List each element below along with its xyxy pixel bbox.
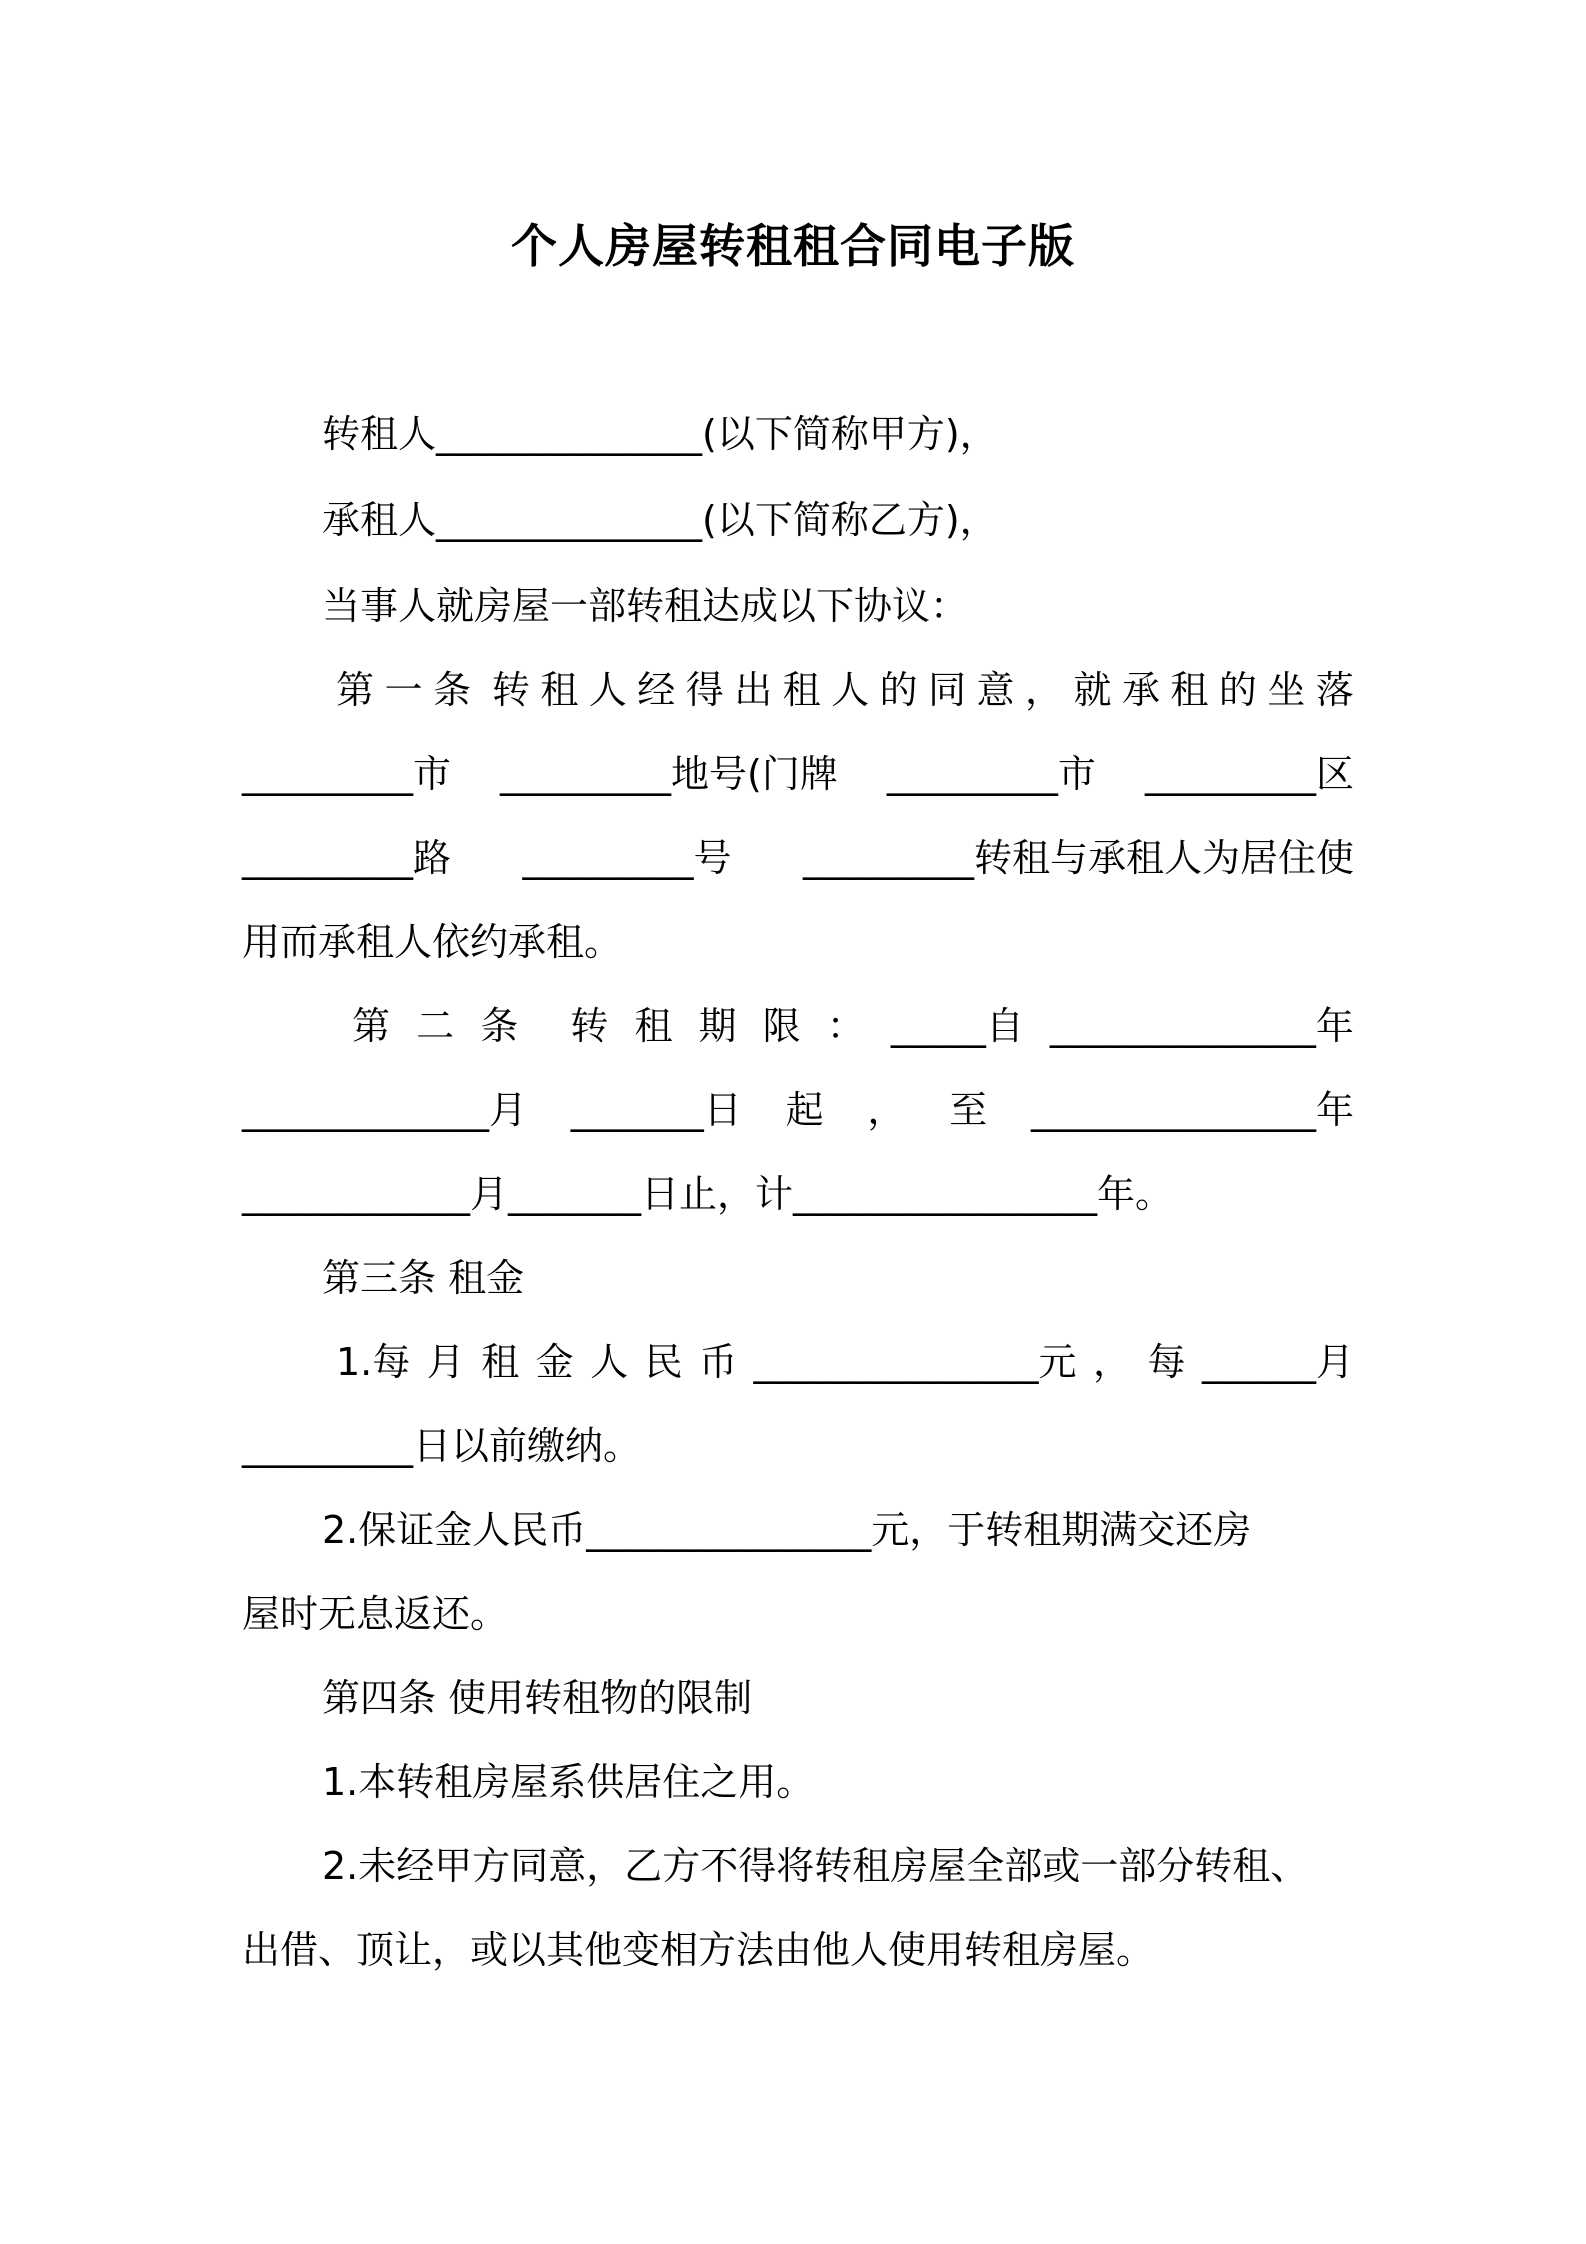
article-3-item-2-line-2: 屋时无息返还。 — [242, 1592, 509, 1636]
article-1-line-2: _________市 _________地号(门牌 _________市 _________区 — [242, 752, 1354, 796]
article-3-item-1-line-2: _________日以前缴纳。 — [242, 1424, 642, 1468]
article-4-heading: 第四条 使用转租物的限制 — [322, 1676, 753, 1720]
article-4-item-1: 1.本转租房屋系供居住之用。 — [322, 1760, 815, 1804]
sublessor-line: 转租人______________(以下简称甲方)， — [322, 412, 998, 456]
document-title: 个人房屋转租租合同电子版 — [511, 219, 1075, 273]
article-1-line-1: 第 一 条 转 租 人 经 得 出 租 人 的 同 意 ， 就 承 租 的 坐 落 — [336, 668, 1354, 712]
article-3-heading: 第三条 租金 — [322, 1256, 525, 1300]
article-4-item-2-line-1: 2.未经甲方同意，乙方不得将转租房屋全部或一部分转租、 — [322, 1844, 1309, 1888]
intro-line: 当事人就房屋一部转租达成以下协议： — [322, 584, 969, 628]
article-1-line-3: _________路 _________号 _________转租与承租人为居住使 — [242, 836, 1354, 880]
article-2-line-3: ____________月_______日止，计________________年。 — [242, 1172, 1174, 1216]
article-2-line-1: 第 二 条 转 租 期 限 ： _____自 ______________年 — [352, 1004, 1354, 1048]
article-4-item-2-line-2: 出借、顶让，或以其他变相方法由他人使用转租房屋。 — [242, 1928, 1155, 1972]
article-1-line-4: 用而承租人依约承租。 — [242, 920, 623, 964]
article-2-line-2: _____________月 _______日 起 ， 至 _______________年 — [242, 1088, 1354, 1132]
article-3-item-1-line-1: 1.每 月 租 金 人 民 币 _______________元 ， 每 ______月 — [336, 1340, 1354, 1384]
sublessee-line: 承租人______________(以下简称乙方)， — [322, 498, 998, 542]
article-3-item-2-line-1: 2.保证金人民币_______________元，于转租期满交还房 — [322, 1508, 1252, 1552]
